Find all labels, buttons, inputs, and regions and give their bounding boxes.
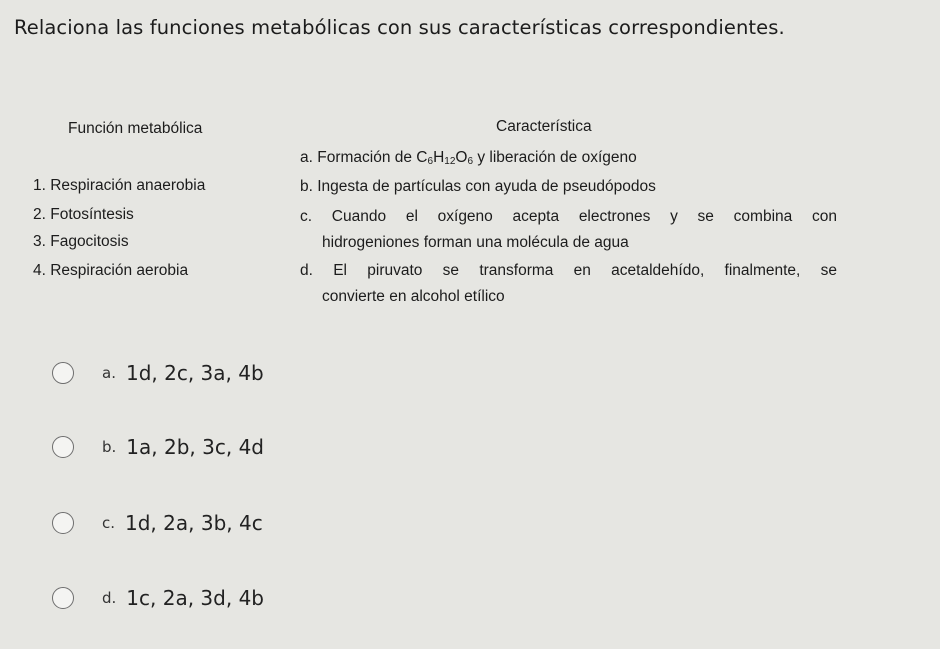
option-text[interactable]: 1d, 2c, 3a, 4b <box>125 361 264 385</box>
characteristic-a: a. Formación de $C_6H_{12}O_6$ y liberación de oxígeno <box>300 149 637 167</box>
option-text[interactable]: 1d, 2a, 3b, 4c <box>125 511 263 535</box>
characteristic-c-line1: c. Cuando el oxígeno acepta electrones y se combina con <box>300 208 837 225</box>
option-letter: c. <box>102 514 116 532</box>
option-text[interactable]: 1c, 2a, 3d, 4b <box>126 586 264 610</box>
option-letter: d. <box>102 589 117 607</box>
function-item-4: 4. Respiración aerobia <box>33 262 189 279</box>
option-letter: b. <box>102 438 117 456</box>
characteristic-d-line1: d. El piruvato se transforma en acetaldehído, finalmente, se <box>300 262 837 279</box>
question-text: Relaciona las funciones metabólicas con sus características correspondientes. <box>14 16 785 39</box>
answer-option-d[interactable] <box>52 582 352 614</box>
answer-option-b[interactable] <box>52 431 352 463</box>
radio-button-icon[interactable] <box>52 362 74 384</box>
answer-option-a[interactable] <box>52 357 352 389</box>
function-item-2: 2. Fotosíntesis <box>33 206 134 223</box>
function-item-3: 3. Fagocitosis <box>33 233 129 250</box>
function-column-heading: Función metabólica <box>68 120 203 137</box>
radio-button-icon[interactable] <box>52 512 74 534</box>
function-item-1: 1. Respiración anaerobia <box>33 177 206 194</box>
answer-option-c[interactable] <box>52 507 352 539</box>
characteristic-column-heading: Característica <box>496 118 592 135</box>
radio-button-icon[interactable] <box>52 587 74 609</box>
option-letter: a. <box>102 364 116 382</box>
option-text[interactable]: 1a, 2b, 3c, 4d <box>126 435 264 459</box>
characteristic-b: b. Ingesta de partículas con ayuda de pseudópodos <box>300 178 656 195</box>
characteristic-c-line2: hidrogeniones forman una molécula de agua <box>322 234 629 251</box>
characteristic-d-line2: convierte en alcohol etílico <box>322 288 505 305</box>
radio-button-icon[interactable] <box>52 436 74 458</box>
